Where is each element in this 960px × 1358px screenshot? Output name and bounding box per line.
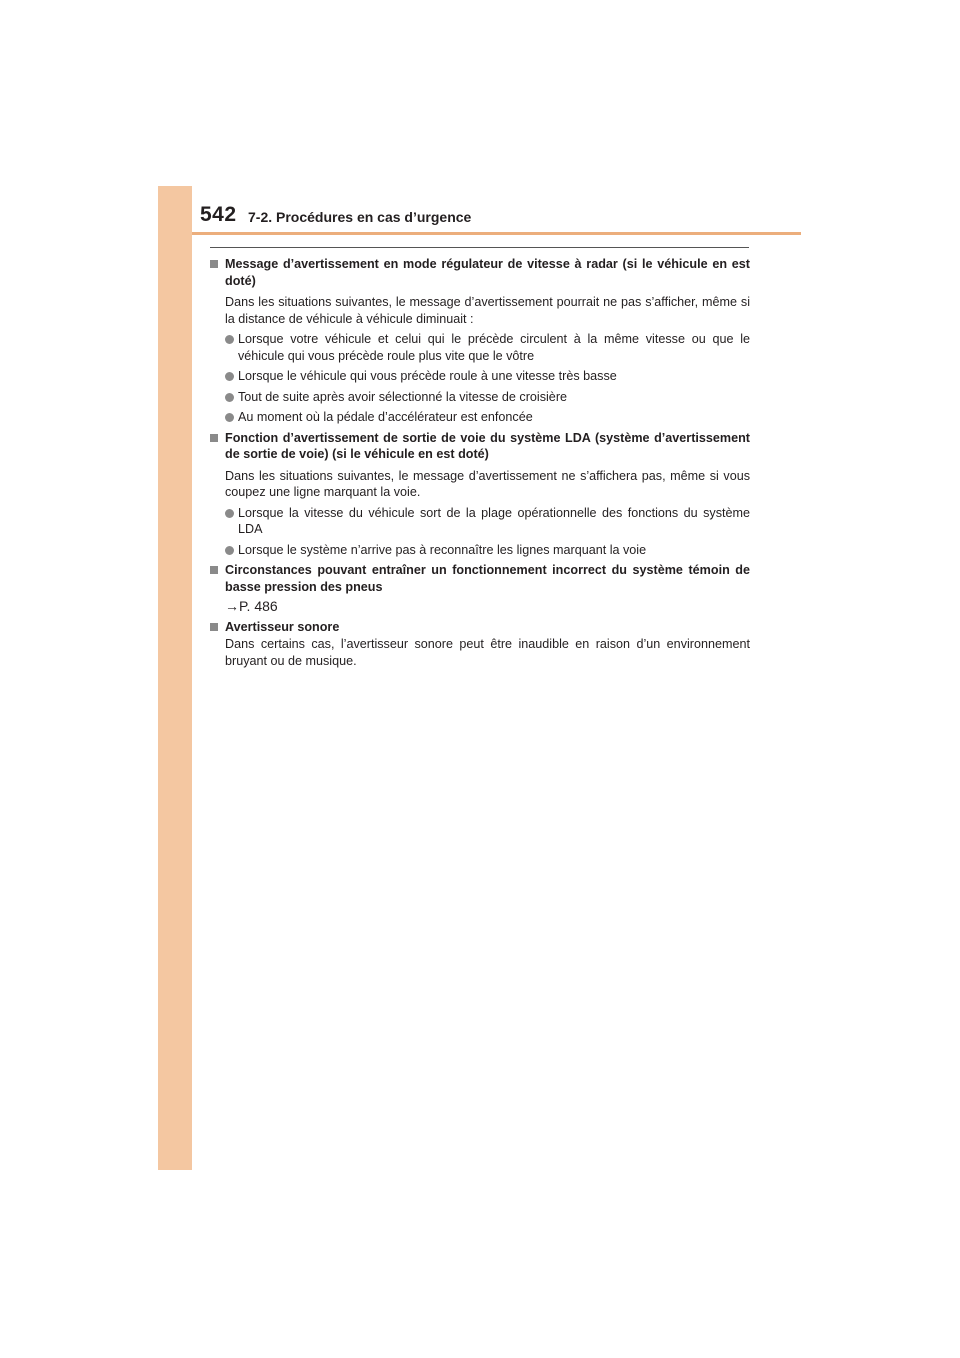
list-item-text: Lorsque votre véhicule et celui qui le précède circulent à la même vitesse ou que le véhicule qui vous précède roule plus vite que le vôtre — [238, 332, 750, 363]
page-content — [210, 256, 750, 669]
section-paragraph: Dans les situations suivantes, le message d’avertissement pourrait ne pas s’afficher, même si la distance de véhicule à véhicule diminuait : — [225, 295, 750, 326]
section-heading — [210, 562, 750, 595]
bullet-list — [210, 331, 750, 426]
list-item — [210, 542, 750, 559]
list-item — [210, 389, 750, 406]
square-bullet-icon — [210, 623, 218, 631]
section-heading — [210, 430, 750, 463]
content-top-rule — [210, 247, 749, 248]
round-bullet-icon — [225, 393, 234, 402]
page-number: 542 — [200, 203, 237, 226]
heading-text: Message d’avertissement en mode régulateur de vitesse à radar (si le véhicule en est doté) — [225, 257, 750, 288]
round-bullet-icon — [225, 335, 234, 344]
section-heading — [210, 256, 750, 289]
section-tire-pressure — [210, 562, 750, 619]
round-bullet-icon — [225, 413, 234, 422]
section-title: 7-2. Procédures en cas d’urgence — [248, 209, 472, 225]
page-reference: →P. 486 — [225, 598, 278, 614]
list-item-text: Lorsque la vitesse du véhicule sort de la plage opérationnelle des fonctions du système LDA — [238, 505, 750, 536]
square-bullet-icon — [210, 260, 218, 268]
section-buzzer — [210, 619, 750, 670]
list-item-text: Lorsque le système n’arrive pas à reconnaître les lignes marquant la voie — [238, 542, 647, 557]
square-bullet-icon — [210, 434, 218, 442]
square-bullet-icon — [210, 566, 218, 574]
heading-text: Circonstances pouvant entraîner un fonctionnement incorrect du système témoin de basse pression des pneus — [225, 563, 750, 594]
side-color-band — [158, 186, 192, 1170]
list-item — [210, 331, 750, 364]
list-item — [210, 505, 750, 538]
section-radar-cruise-warning — [210, 256, 750, 426]
list-item — [210, 409, 750, 426]
round-bullet-icon — [225, 509, 234, 518]
section-lda-warning — [210, 430, 750, 559]
heading-text: Avertisseur sonore — [225, 619, 340, 634]
round-bullet-icon — [225, 372, 234, 381]
list-item-text: Tout de suite après avoir sélectionné la vitesse de croisière — [238, 389, 568, 404]
heading-text: Fonction d’avertissement de sortie de voie du système LDA (système d’avertissement de sortie de voie) (si le véhicule en est doté) — [225, 430, 750, 461]
section-paragraph: Dans les situations suivantes, le message d’avertissement ne s’affichera pas, même si vous coupez une ligne marquant la voie. — [225, 468, 750, 499]
section-paragraph: Dans certains cas, l’avertisseur sonore peut être inaudible en raison d’un environnement bruyant ou de musique. — [225, 637, 750, 668]
list-item-text: Lorsque le véhicule qui vous précède roule à une vitesse très basse — [238, 369, 617, 383]
bullet-list — [210, 505, 750, 559]
list-item — [210, 368, 750, 385]
header-underline — [192, 232, 801, 235]
round-bullet-icon — [225, 546, 234, 555]
section-heading — [210, 619, 750, 636]
list-item-text: Au moment où la pédale d’accélérateur est enfoncée — [238, 410, 533, 424]
